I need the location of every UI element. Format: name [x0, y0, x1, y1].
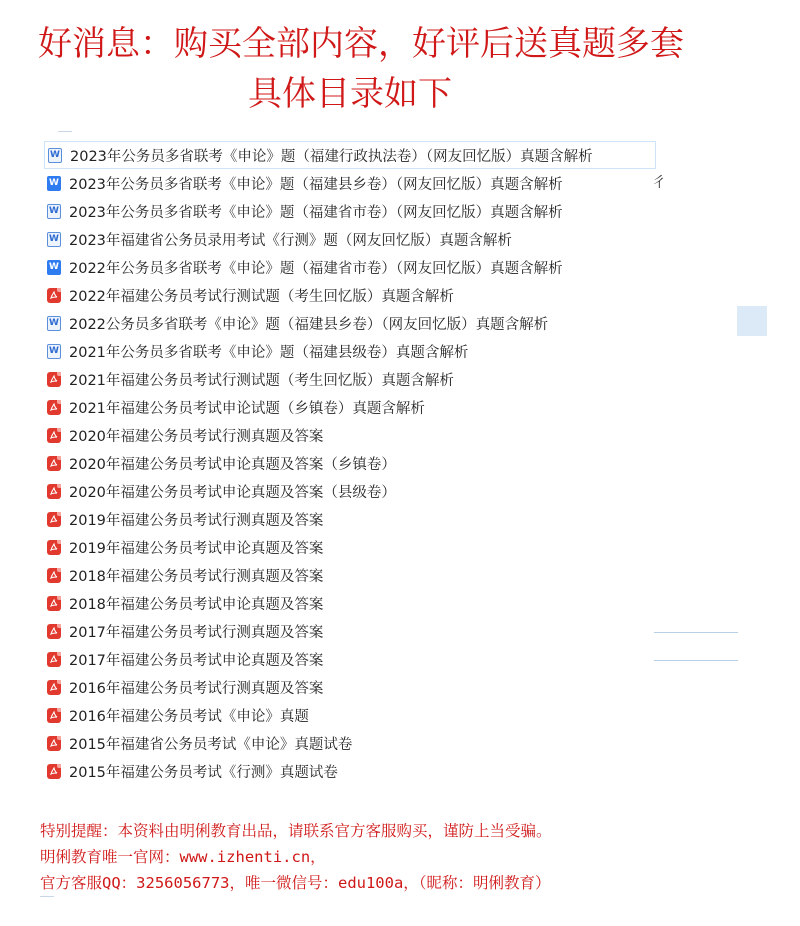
warning-notice: [40, 818, 552, 896]
word-document-icon: W: [47, 204, 61, 219]
file-name: 2016年福建公务员考试行测真题及答案: [69, 680, 324, 697]
pdf-document-icon: [47, 540, 61, 555]
file-name: 2019年福建公务员考试申论真题及答案: [69, 540, 324, 557]
file-name: 2023年公务员多省联考《申论》题（福建省市卷）（网友回忆版）真题含解析: [69, 204, 563, 221]
file-name: 2017年福建公务员考试行测真题及答案: [69, 624, 324, 641]
file-row[interactable]: [44, 309, 664, 337]
file-row[interactable]: [44, 449, 664, 477]
file-row[interactable]: [44, 757, 664, 785]
file-name: 2021年福建公务员考试申论试题（乡镇卷）真题含解析: [69, 400, 425, 417]
file-row[interactable]: [44, 253, 664, 281]
divider: [58, 131, 72, 132]
file-name: 2023年福建省公务员录用考试《行测》题（网友回忆版）真题含解析: [69, 232, 512, 249]
pdf-document-icon: [47, 512, 61, 527]
file-row[interactable]: [44, 197, 664, 225]
file-row[interactable]: [44, 505, 664, 533]
file-row[interactable]: [44, 477, 664, 505]
file-row[interactable]: [44, 617, 664, 645]
pdf-document-icon: [47, 456, 61, 471]
file-row[interactable]: [44, 281, 664, 309]
pdf-document-icon: [47, 428, 61, 443]
selection-artifact: [737, 306, 767, 336]
file-name: 2017年福建公务员考试申论真题及答案: [69, 652, 324, 669]
word-document-icon: W: [47, 344, 61, 359]
file-row[interactable]: [44, 141, 656, 169]
file-name: 2022年福建公务员考试行测试题（考生回忆版）真题含解析: [69, 288, 454, 305]
file-name: 2021年公务员多省联考《申论》题（福建县级卷）真题含解析: [69, 344, 469, 361]
file-row[interactable]: [44, 393, 664, 421]
pdf-document-icon: [47, 568, 61, 583]
file-row[interactable]: [44, 589, 664, 617]
word-document-icon: W: [47, 232, 61, 247]
file-name: 2020年福建公务员考试申论真题及答案（县级卷）: [69, 484, 396, 501]
divider: [654, 632, 738, 633]
file-name: 2023年公务员多省联考《申论》题（福建行政执法卷）（网友回忆版）真题含解析: [70, 148, 593, 165]
file-row[interactable]: [44, 729, 664, 757]
notice-line-website: 明俐教育唯一官网：www.izhenti.cn，: [40, 848, 326, 866]
file-name: 2015年福建省公务员考试《申论》真题试卷: [69, 736, 353, 753]
pdf-document-icon: [47, 652, 61, 667]
file-row[interactable]: [44, 673, 664, 701]
pdf-document-icon: [47, 736, 61, 751]
file-row[interactable]: [44, 533, 664, 561]
pdf-document-icon: [47, 288, 61, 303]
file-name: 2022年公务员多省联考《申论》题（福建省市卷）（网友回忆版）真题含解析: [69, 260, 563, 277]
pdf-document-icon: [47, 764, 61, 779]
pdf-document-icon: [47, 484, 61, 499]
file-name: 2020年福建公务员考试行测真题及答案: [69, 428, 324, 445]
file-row[interactable]: [44, 561, 664, 589]
pdf-document-icon: [47, 372, 61, 387]
notice-line-warning: 特别提醒：本资料由明俐教育出品，请联系官方客服购买，谨防上当受骗。: [40, 822, 552, 840]
word-document-icon: W: [48, 148, 62, 163]
notice-line-contact: 官方客服QQ：3256056773，唯一微信号：edu100a，（昵称：明俐教育）: [40, 874, 551, 892]
file-name: 2022公务员多省联考《申论》题（福建县乡卷）（网友回忆版）真题含解析: [69, 316, 549, 333]
file-list: [44, 141, 664, 785]
file-name: 2019年福建公务员考试行测真题及答案: [69, 512, 324, 529]
pdf-document-icon: [47, 708, 61, 723]
pdf-document-icon: [47, 596, 61, 611]
file-row[interactable]: [44, 701, 664, 729]
file-name: 2018年福建公务员考试申论真题及答案: [69, 596, 324, 613]
promo-subheadline: 具体目录如下: [248, 74, 452, 114]
word-document-icon: W: [47, 316, 61, 331]
file-row[interactable]: [44, 645, 664, 673]
word-document-icon: W: [47, 260, 61, 275]
pdf-document-icon: [47, 680, 61, 695]
divider: [654, 660, 738, 661]
file-row[interactable]: [44, 337, 664, 365]
pdf-document-icon: [47, 400, 61, 415]
word-document-icon: W: [47, 176, 61, 191]
partial-text-fragment: 彳: [652, 175, 666, 191]
pdf-document-icon: [47, 624, 61, 639]
divider: [40, 896, 54, 897]
file-name: 2020年福建公务员考试申论真题及答案（乡镇卷）: [69, 456, 396, 473]
file-row[interactable]: [44, 421, 664, 449]
promo-headline: 好消息：购买全部内容，好评后送真题多套: [38, 24, 684, 64]
file-name: 2015年福建公务员考试《行测》真题试卷: [69, 764, 338, 781]
file-name: 2018年福建公务员考试行测真题及答案: [69, 568, 324, 585]
file-name: 2016年福建公务员考试《申论》真题: [69, 708, 309, 725]
file-row[interactable]: [44, 365, 664, 393]
file-name: 2023年公务员多省联考《申论》题（福建县乡卷）（网友回忆版）真题含解析: [69, 176, 563, 193]
file-row[interactable]: [44, 225, 664, 253]
file-name: 2021年福建公务员考试行测试题（考生回忆版）真题含解析: [69, 372, 454, 389]
file-row[interactable]: [44, 169, 664, 197]
